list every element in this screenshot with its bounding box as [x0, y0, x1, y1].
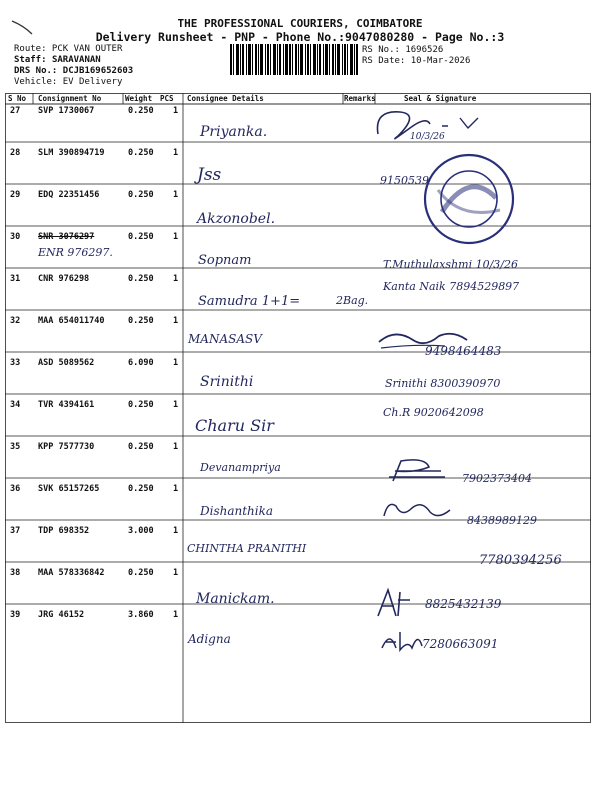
row-weight: 0.250: [128, 190, 154, 200]
row-consignee-handwritten: Charu Sir: [195, 416, 274, 435]
row-seal-signature: 7780394256: [479, 553, 562, 568]
row-seal-signature: 9498464483: [425, 344, 502, 358]
row-seal-signature: 7280663091: [422, 637, 499, 651]
row-consignee-handwritten: Jss: [197, 165, 222, 185]
row-consignment-no: SVP 1730067: [38, 106, 95, 116]
row-sno: 35: [10, 442, 21, 452]
row-consignment-no: CNR 976298: [38, 274, 90, 284]
row-pcs: 1: [173, 358, 179, 368]
row-sno: 27: [10, 106, 21, 116]
col-consignment: Consignment No: [38, 94, 102, 103]
row-pcs: 1: [173, 526, 179, 536]
row-weight: 0.250: [128, 106, 154, 116]
row-pcs: 1: [173, 568, 179, 578]
row-weight: 0.250: [128, 232, 154, 242]
row-sno: 33: [10, 358, 21, 368]
row-consignment-no: KPP 7577730: [38, 442, 95, 452]
signature-scribble-35: [385, 455, 455, 489]
signature-scribble-38: [374, 586, 414, 620]
barcode-icon: [230, 44, 358, 75]
row-pcs: 1: [173, 400, 179, 410]
runsheet-meta-right: [362, 45, 470, 67]
row-pcs: 1: [173, 106, 179, 116]
row-pcs: 1: [173, 190, 179, 200]
row-consignment-no: SVK 65157265: [38, 484, 100, 494]
row-pcs: 1: [173, 232, 179, 242]
row-consignee-handwritten: Devanampriya: [200, 461, 281, 474]
signature-scribble-39: [378, 626, 424, 656]
row-consignment-no: EDQ 22351456: [38, 190, 100, 200]
rs-date: RS Date: 10-Mar-2026: [362, 56, 471, 66]
row-seal-signature: 9150539: [380, 174, 429, 187]
signature-scribble-27: [370, 104, 510, 150]
row-consignee-handwritten: MANASASV: [188, 332, 262, 346]
signature-scribble-36: [378, 496, 458, 526]
row-pcs: 1: [173, 610, 179, 620]
rs-number: RS No.: 1696526: [362, 45, 444, 55]
row-consignment-no: MAA 654011740: [38, 316, 105, 326]
row-consignee-handwritten: Samudra 1+1=: [198, 294, 301, 309]
row-consignee-handwritten: CHINTHA PRANITHI: [187, 542, 307, 555]
row-seal-signature: 8825432139: [425, 597, 502, 611]
route-text: Route: PCK VAN OUTER: [14, 44, 123, 54]
col-weight: Weight: [125, 94, 153, 103]
col-consignee: Consignee Details: [187, 94, 264, 103]
row-remarks-handwritten: 2Bag.: [336, 294, 369, 307]
row-consignment-no: TDP 698352: [38, 526, 90, 536]
row-sno: 39: [10, 610, 21, 620]
row-weight: 0.250: [128, 316, 154, 326]
col-sno: S No: [8, 94, 27, 103]
row-consignee-handwritten: Adigna: [188, 632, 231, 646]
row-seal-signature: Ch.R 9020642098: [383, 406, 484, 419]
row-pcs: 1: [173, 316, 179, 326]
drs-value: DCJB169652603: [62, 66, 134, 76]
row-seal-signature: 8438989129: [467, 514, 537, 527]
row-weight: 0.250: [128, 484, 154, 494]
col-remarks: Remarks: [344, 94, 376, 103]
row-pcs: 1: [173, 442, 179, 452]
row-weight: 0.250: [128, 148, 154, 158]
staff-label: Staff:: [14, 55, 47, 65]
row-consignment-correction: ENR 976297.: [38, 246, 113, 259]
row-sno: 29: [10, 190, 21, 200]
row-consignee-handwritten: Srinithi: [200, 374, 254, 390]
row-seal-signature: Kanta Naik 7894529897: [383, 280, 520, 293]
runsheet-subtitle: Delivery Runsheet - PNP - Phone No.:9047080280 - Page No.:3: [95, 30, 505, 44]
row-consignee-handwritten: Priyanka.: [200, 124, 268, 140]
row-consignment-no: SNR 3076297: [38, 232, 95, 242]
drs-label: DRS No.:: [14, 66, 58, 76]
row-consignment-no: ASD 5089562: [38, 358, 95, 368]
corner-mark-icon: [8, 18, 38, 38]
col-pcs: PCS: [160, 94, 174, 103]
vehicle-text: Vehicle: EV Delivery: [14, 77, 123, 87]
row-consignment-no: TVR 4394161: [38, 400, 95, 410]
row-pcs: 1: [173, 274, 179, 284]
company-title: THE PROFESSIONAL COURIERS, COIMBATORE: [177, 17, 423, 30]
row-pcs: 1: [173, 148, 179, 158]
staff-value: SARAVANAN: [51, 55, 101, 65]
row-sno: 28: [10, 148, 21, 158]
row-weight: 0.250: [128, 274, 154, 284]
row-consignment-no: MAA 578336842: [38, 568, 105, 578]
row-sno: 37: [10, 526, 21, 536]
row-seal-signature: Srinithi 8300390970: [385, 377, 501, 390]
runsheet-meta-left: [14, 44, 133, 88]
row-consignee-handwritten: Sopnam: [198, 253, 252, 268]
row-weight: 6.090: [128, 358, 154, 368]
row-sno: 31: [10, 274, 21, 284]
row-consignment-no: SLM 390894719: [38, 148, 105, 158]
row-seal-signature: T.Muthulaxshmi 10/3/26: [383, 258, 519, 271]
row-sno: 34: [10, 400, 21, 410]
row-consignment-no: JRG 46152: [38, 610, 85, 620]
row-consignee-handwritten: Akzonobel.: [197, 211, 276, 227]
row-weight: 3.000: [128, 526, 154, 536]
row-seal-signature: 7902373404: [462, 472, 532, 485]
row-pcs: 1: [173, 484, 179, 494]
row-weight: 0.250: [128, 568, 154, 578]
row-weight: 0.250: [128, 400, 154, 410]
row-sno: 32: [10, 316, 21, 326]
row-seal-signature: 10/3/26: [410, 132, 445, 142]
company-seal-stamp: [420, 150, 518, 248]
row-weight: 3.860: [128, 610, 154, 620]
col-seal: Seal & Signature: [404, 94, 477, 103]
row-sno: 30: [10, 232, 21, 242]
row-sno: 36: [10, 484, 21, 494]
signature-scribble-32: [375, 326, 475, 356]
row-weight: 0.250: [128, 442, 154, 452]
row-sno: 38: [10, 568, 21, 578]
row-consignee-handwritten: Manickam.: [196, 591, 275, 607]
row-consignee-handwritten: Dishanthika: [200, 504, 274, 518]
